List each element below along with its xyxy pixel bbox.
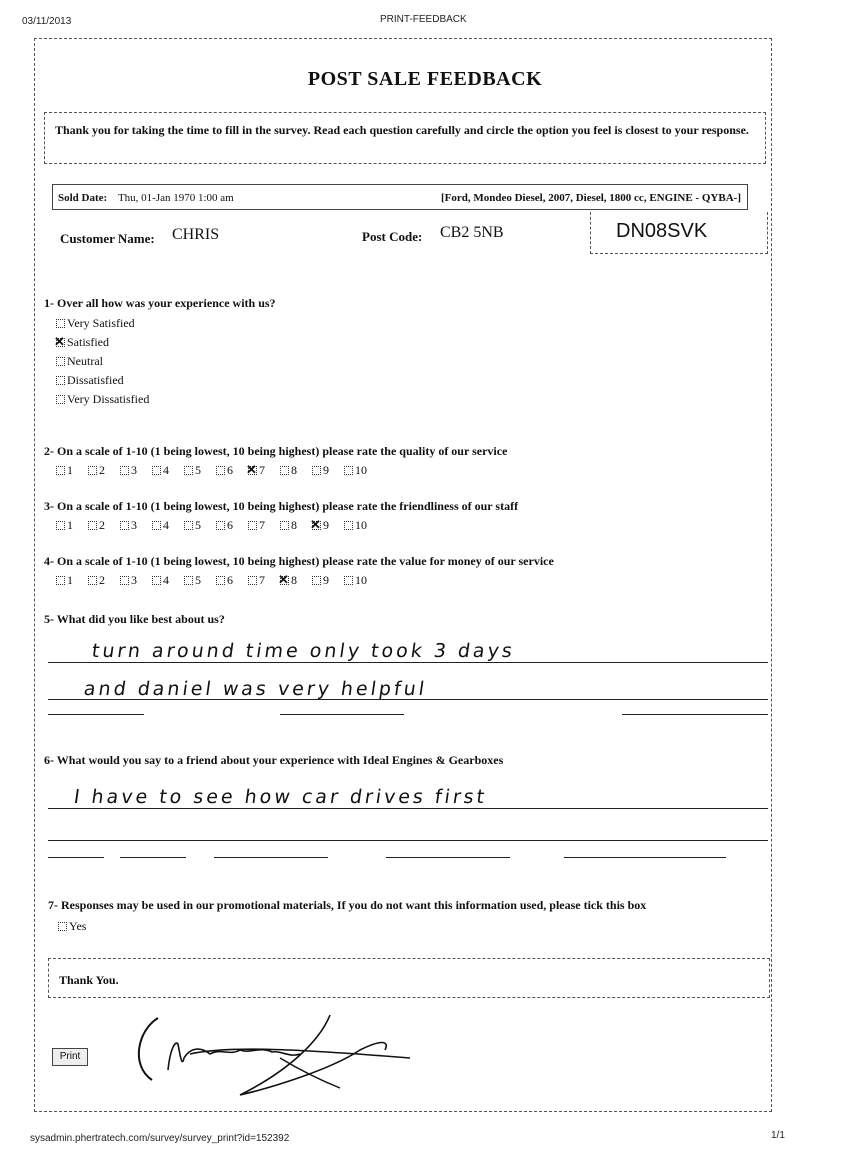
signature-image xyxy=(130,1010,420,1110)
q2-scale-label: 10 xyxy=(355,463,367,477)
q4-scale-option[interactable] xyxy=(120,573,152,588)
question-1: 1- Over all how was your experience with us? xyxy=(44,296,276,310)
checkbox-icon[interactable] xyxy=(248,466,257,475)
q1-option[interactable] xyxy=(56,392,149,407)
q3-scale xyxy=(56,518,376,533)
checkbox-icon[interactable] xyxy=(312,521,321,530)
checkbox-icon[interactable] xyxy=(88,576,97,585)
question-7: 7- Responses may be used in our promotional materials, If you do not want this information used, please tick this box xyxy=(48,898,647,912)
q4-scale-label: 8 xyxy=(291,573,297,587)
checkbox-icon[interactable] xyxy=(216,521,225,530)
q3-scale-option[interactable] xyxy=(152,518,184,533)
q3-scale-label: 10 xyxy=(355,518,367,532)
q3-scale-label: 7 xyxy=(259,518,265,532)
q2-scale-label: 8 xyxy=(291,463,297,477)
answer-line xyxy=(48,714,144,715)
q2-scale-label: 1 xyxy=(67,463,73,477)
thank-you-box xyxy=(48,958,770,998)
sale-info-bar xyxy=(52,184,748,210)
answer-line xyxy=(622,714,768,715)
checkbox-icon[interactable] xyxy=(120,466,129,475)
sold-date xyxy=(58,192,234,204)
answer-line xyxy=(48,857,104,858)
post-code-value: CB2 5NB xyxy=(440,224,504,241)
q1-option-label: Very Satisfied xyxy=(67,316,135,330)
print-date: 03/11/2013 xyxy=(22,16,72,27)
q1-option-label: Satisfied xyxy=(67,335,109,349)
q3-scale-option[interactable] xyxy=(248,518,280,533)
checkbox-icon[interactable] xyxy=(216,466,225,475)
q4-scale-option[interactable] xyxy=(152,573,184,588)
checkbox-icon[interactable] xyxy=(280,576,289,585)
q7-yes-option[interactable] xyxy=(58,919,86,934)
checkbox-icon[interactable] xyxy=(56,338,65,347)
q3-scale-label: 9 xyxy=(323,518,329,532)
answer-line xyxy=(214,857,328,858)
checkbox-icon[interactable] xyxy=(184,466,193,475)
sold-date-label: Sold Date: xyxy=(58,192,108,204)
q3-scale-option[interactable] xyxy=(56,518,88,533)
checkbox-icon[interactable] xyxy=(312,576,321,585)
footer-url: sysadmin.phertratech.com/survey/survey_print?id=152392 xyxy=(30,1133,290,1144)
q2-scale-option[interactable] xyxy=(120,463,152,478)
q5-answer-line-2: and daniel was very helpful xyxy=(82,678,429,700)
q4-scale-option[interactable] xyxy=(248,573,280,588)
checkbox-icon[interactable] xyxy=(152,466,161,475)
checkbox-icon[interactable] xyxy=(56,576,65,585)
q2-scale-label: 5 xyxy=(195,463,201,477)
q4-scale-label: 9 xyxy=(323,573,329,587)
answer-line xyxy=(48,840,768,841)
q2-scale-option[interactable] xyxy=(344,463,376,478)
q6-answer-line-1: I have to see how car drives first xyxy=(72,786,489,808)
question-2: 2- On a scale of 1-10 (1 being lowest, 10 being highest) please rate the quality of our service xyxy=(44,444,508,458)
question-4: 4- On a scale of 1-10 (1 being lowest, 10 being highest) please rate the value for money of our service xyxy=(44,554,554,568)
answer-line xyxy=(564,857,726,858)
q4-scale-label: 3 xyxy=(131,573,137,587)
q2-scale-label: 9 xyxy=(323,463,329,477)
checkbox-icon[interactable] xyxy=(120,576,129,585)
q4-scale-label: 7 xyxy=(259,573,265,587)
vehicle-details: [Ford, Mondeo Diesel, 2007, Diesel, 1800 cc, ENGINE - QYBA-] xyxy=(440,192,741,204)
q1-option[interactable] xyxy=(56,373,124,388)
q2-scale-option[interactable] xyxy=(216,463,248,478)
answer-line xyxy=(48,662,768,663)
question-6: 6- What would you say to a friend about your experience with Ideal Engines & Gearboxes xyxy=(44,753,504,767)
page-number: 1/1 xyxy=(771,1130,785,1141)
q3-scale-label: 8 xyxy=(291,518,297,532)
checkbox-icon[interactable] xyxy=(248,576,257,585)
checkbox-icon[interactable] xyxy=(216,576,225,585)
answer-line xyxy=(386,857,510,858)
q7-yes-label: Yes xyxy=(69,919,87,933)
intro-text: Thank you for taking the time to fill in the survey. Read each question carefully and circle the option you feel is closest to your response. xyxy=(44,112,766,164)
checkbox-icon[interactable] xyxy=(88,466,97,475)
checkbox-icon[interactable] xyxy=(56,319,65,328)
sold-date-value: Thu, 01-Jan 1970 1:00 am xyxy=(117,192,234,204)
q3-scale-label: 6 xyxy=(227,518,233,532)
q2-scale-label: 6 xyxy=(227,463,233,477)
q3-scale-option[interactable] xyxy=(280,518,312,533)
q2-scale-option[interactable] xyxy=(184,463,216,478)
question-5: 5- What did you like best about us? xyxy=(44,612,225,626)
checkbox-icon[interactable] xyxy=(312,466,321,475)
checkbox-icon[interactable] xyxy=(56,376,65,385)
q3-scale-option[interactable] xyxy=(344,518,376,533)
q4-scale-option[interactable] xyxy=(88,573,120,588)
q4-scale-label: 5 xyxy=(195,573,201,587)
answer-line xyxy=(120,857,186,858)
q1-option[interactable] xyxy=(56,335,109,350)
checkbox-icon[interactable] xyxy=(58,922,67,931)
q2-scale-option[interactable] xyxy=(280,463,312,478)
q4-scale-option[interactable] xyxy=(312,573,344,588)
checkbox-icon[interactable] xyxy=(56,357,65,366)
q2-scale-label: 4 xyxy=(163,463,169,477)
q1-option-label: Very Dissatisfied xyxy=(67,392,150,406)
print-header-title: PRINT-FEEDBACK xyxy=(380,14,467,25)
checkbox-icon[interactable] xyxy=(120,521,129,530)
q3-scale-label: 2 xyxy=(99,518,105,532)
q2-scale-option[interactable] xyxy=(312,463,344,478)
checkbox-icon[interactable] xyxy=(344,466,353,475)
form-title: POST SALE FEEDBACK xyxy=(307,68,543,90)
customer-name-label: Customer Name: xyxy=(60,231,155,246)
checkbox-icon[interactable] xyxy=(280,521,289,530)
print-button[interactable]: Print xyxy=(52,1048,88,1066)
q3-scale-option[interactable] xyxy=(184,518,216,533)
q2-scale xyxy=(56,463,376,478)
q1-option[interactable] xyxy=(56,316,135,331)
registration-number: DN08SVK xyxy=(616,220,708,242)
q2-scale-option[interactable] xyxy=(248,463,280,478)
q2-scale-label: 7 xyxy=(259,463,265,477)
q3-scale-label: 3 xyxy=(131,518,137,532)
checkbox-icon[interactable] xyxy=(88,521,97,530)
checkbox-icon[interactable] xyxy=(344,576,353,585)
answer-line xyxy=(280,714,404,715)
q4-scale-option[interactable] xyxy=(344,573,376,588)
checkbox-icon[interactable] xyxy=(184,521,193,530)
checkbox-icon[interactable] xyxy=(152,521,161,530)
checkbox-icon[interactable] xyxy=(184,576,193,585)
q2-scale-option[interactable] xyxy=(88,463,120,478)
checkbox-icon[interactable] xyxy=(280,466,289,475)
q4-scale-option[interactable] xyxy=(216,573,248,588)
q3-scale-label: 5 xyxy=(195,518,201,532)
q4-scale-label: 1 xyxy=(67,573,73,587)
q4-scale-option[interactable] xyxy=(184,573,216,588)
q2-scale-label: 2 xyxy=(99,463,105,477)
q2-scale-option[interactable] xyxy=(56,463,88,478)
thank-you-text: Thank You. xyxy=(59,973,119,987)
q2-scale-option[interactable] xyxy=(152,463,184,478)
answer-line xyxy=(48,808,768,809)
checkbox-icon[interactable] xyxy=(56,466,65,475)
q1-option-label: Dissatisfied xyxy=(67,373,124,387)
q3-scale-label: 1 xyxy=(67,518,73,532)
q4-scale-label: 2 xyxy=(99,573,105,587)
q4-scale-label: 10 xyxy=(355,573,367,587)
q3-scale-option[interactable] xyxy=(216,518,248,533)
checkbox-icon[interactable] xyxy=(56,521,65,530)
q3-scale-option[interactable] xyxy=(312,518,344,533)
q4-scale-option[interactable] xyxy=(56,573,88,588)
q1-option[interactable] xyxy=(56,354,103,369)
checkbox-icon[interactable] xyxy=(56,395,65,404)
q4-scale-label: 4 xyxy=(163,573,169,587)
checkbox-icon[interactable] xyxy=(248,521,257,530)
q3-scale-label: 4 xyxy=(163,518,169,532)
post-code-label: Post Code: xyxy=(362,229,423,244)
q1-option-label: Neutral xyxy=(67,354,103,368)
q3-scale-option[interactable] xyxy=(88,518,120,533)
question-3: 3- On a scale of 1-10 (1 being lowest, 10 being highest) please rate the friendliness of our staff xyxy=(44,499,519,513)
customer-name-value: CHRIS xyxy=(172,226,220,243)
checkbox-icon[interactable] xyxy=(344,521,353,530)
q5-answer-line-1: turn around time only took 3 days xyxy=(90,640,517,662)
q4-scale-label: 6 xyxy=(227,573,233,587)
q4-scale-option[interactable] xyxy=(280,573,312,588)
q2-scale-label: 3 xyxy=(131,463,137,477)
q4-scale xyxy=(56,573,376,588)
q3-scale-option[interactable] xyxy=(120,518,152,533)
checkbox-icon[interactable] xyxy=(152,576,161,585)
